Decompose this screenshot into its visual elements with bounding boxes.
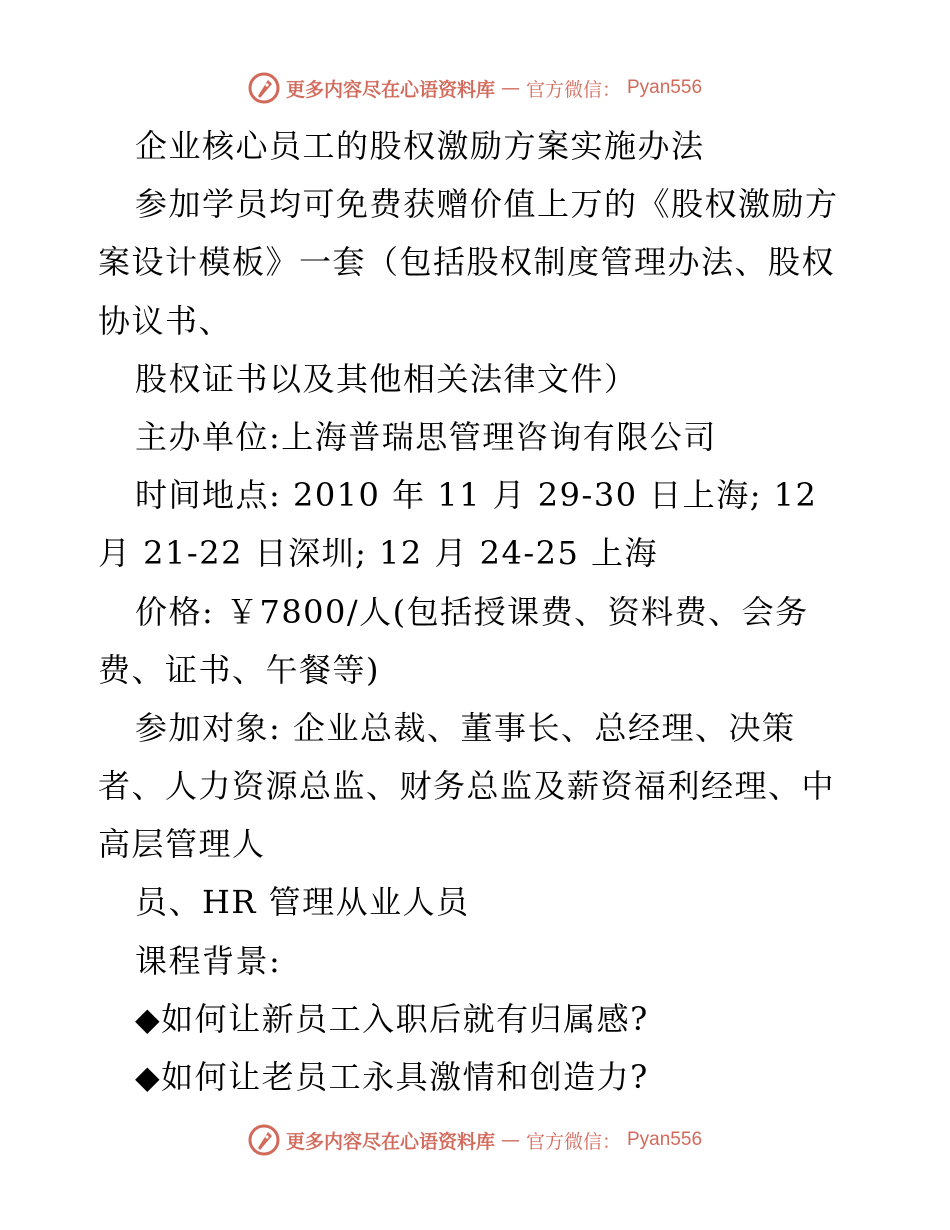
doc-line: 高层管理人	[98, 825, 266, 864]
watermark-separator: —	[500, 77, 520, 99]
watermark-label: 官方微信：	[525, 78, 621, 101]
footer-watermark	[0, 1124, 950, 1156]
doc-line: 者、人力资源总监、财务总监及薪资福利经理、中	[98, 767, 836, 806]
doc-line: 时间地点: 2010 年 11 月 29-30 日上海; 12	[135, 476, 818, 515]
watermark-main-text: 更多内容尽在心语资料库	[285, 1130, 495, 1153]
watermark-main-text: 更多内容尽在心语资料库	[285, 78, 495, 101]
doc-line: 员、HR 管理从业人员	[135, 883, 470, 922]
doc-line: 股权证书以及其他相关法律文件）	[135, 359, 638, 398]
doc-line: 主办单位:上海普瑞思管理咨询有限公司	[135, 417, 717, 456]
watermark-wechat-id: Pyan556	[627, 1129, 703, 1150]
doc-line: 月 21-22 日深圳; 12 月 24-25 上海	[98, 534, 659, 573]
pen-nib-logo-icon	[248, 1124, 280, 1156]
document-body	[98, 117, 858, 1106]
doc-line: 费、证书、午餐等)	[98, 650, 380, 689]
doc-bullet-item: ◆如何让老员工永具激情和创造力?	[135, 1058, 649, 1096]
doc-line: 案设计模板》一套（包括股权制度管理办法、股权	[98, 243, 836, 282]
doc-bullet-item: ◆如何让新员工入职后就有归属感?	[135, 999, 649, 1038]
watermark-wechat-id: Pyan556	[627, 77, 703, 98]
doc-line: 参加对象: 企业总裁、董事长、总经理、决策	[135, 708, 796, 747]
pen-nib-logo-icon	[248, 72, 280, 104]
watermark-separator: —	[500, 1129, 520, 1151]
header-watermark	[0, 72, 950, 104]
doc-line: 价格: ￥7800/人(包括授课费、资料费、会务	[135, 592, 809, 631]
doc-line: 课程背景:	[135, 941, 282, 980]
doc-line: 参加学员均可免费获赠价值上万的《股权激励方	[135, 185, 839, 224]
doc-line: 协议书、	[98, 301, 233, 340]
doc-title: 企业核心员工的股权激励方案实施办法	[135, 127, 705, 165]
watermark-label: 官方微信：	[525, 1130, 621, 1153]
